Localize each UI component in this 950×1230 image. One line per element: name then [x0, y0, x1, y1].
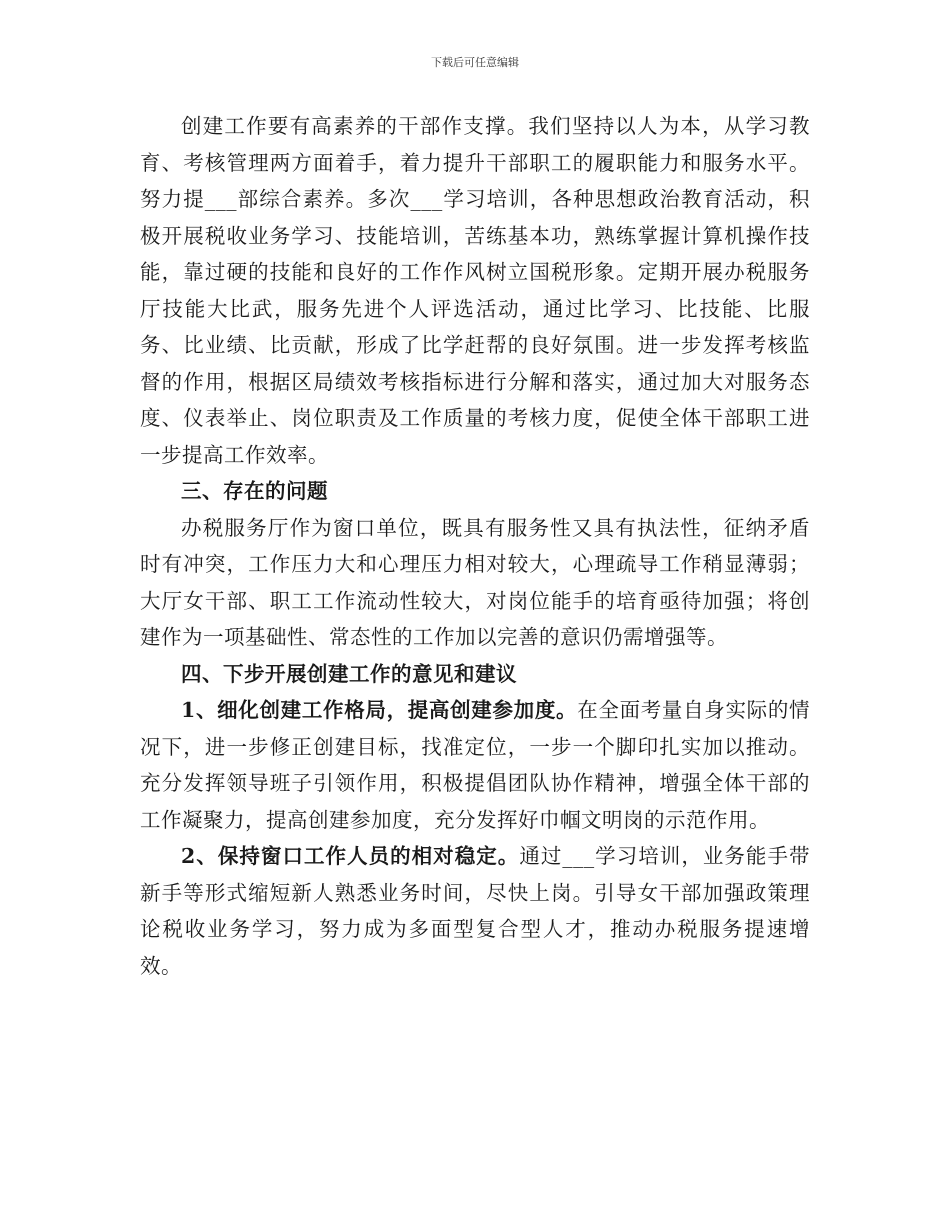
paragraph-cadre-support: 创建工作要有高素养的干部作支撑。我们坚持以人为本，从学习教育、考核管理两方面着手，着力提升干部职工的履职能力和服务水平。努力提___部综合素养。多次___学习培训，各种思想政治教育活动，积极开展税收业务学习、技能培训，苦练基本功，熟练掌握计算机操作技能，靠过硬的技能和良好的工作作风树立国税形象。定期开展办税服务厅技能大比武，服务先进个人评选活动，通过比学习、比技能、比服务、比业绩、比贡献，形成了比学赶帮的良好氛围。进一步发挥考核监督的作用，根据区局绩效考核指标进行分解和落实，通过加大对服务态度、仪表举止、岗位职责及工作质量的考核力度，促使全体干部职工进一步提高工作效率。: [140, 114, 810, 467]
page-header: 下载后可任意编辑: [431, 56, 519, 69]
paragraph-suggestion-2: [140, 838, 810, 984]
document-body: [140, 108, 810, 984]
paragraph-suggestion-1: [140, 692, 810, 838]
paragraph-problems: 办税服务厅作为窗口单位，既具有服务性又具有执法性，征纳矛盾时有冲突，工作压力大和心理压力相对较大，心理疏导工作稍显薄弱；大厅女干部、职工工作流动性较大，对岗位能手的培育亟待加强；将创建作为一项基础性、常态性的工作加以完善的意识仍需增强等。: [140, 515, 810, 649]
heading-suggestions: 四、下步开展创建工作的意见和建议: [181, 661, 517, 686]
suggestion-1-title: 1、细化创建工作格局，提高创建参加度。: [181, 698, 578, 722]
heading-existing-problems: 三、存在的问题: [181, 479, 328, 503]
suggestion-2-text: 通过___学习培训，业务能手带新手等形式缩短新人熟悉业务时间，尽快上岗。引导女干部加强政策理论税收业务学习，努力成为多面型复合型人才，推动办税服务提速增效。: [140, 844, 810, 978]
suggestion-2-title: 2、保持窗口工作人员的相对稳定。: [181, 844, 520, 868]
suggestion-1-text: 在全面考量自身实际的情况下，进一步修正创建目标，找准定位，一步一个脚印扎实加以推动。充分发挥领导班子引领作用，积极提倡团队协作精神，增强全体干部的工作凝聚力，提高创建参加度，充分发挥好巾帼文明岗的示范作用。: [140, 698, 811, 832]
